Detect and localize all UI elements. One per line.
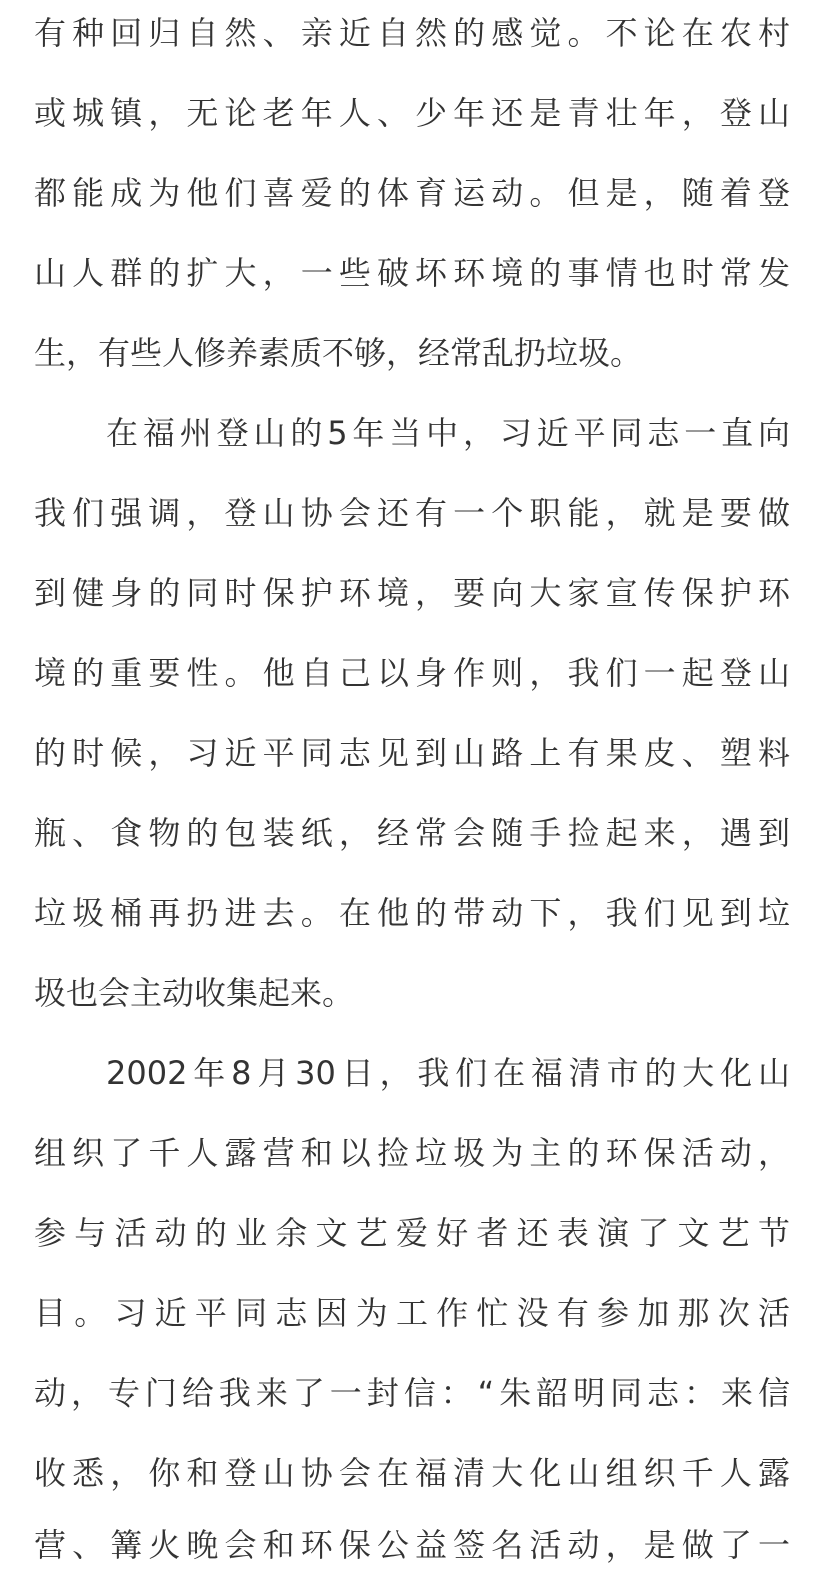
text-line: 山人群的扩大，一些破坏环境的事情也时常发: [34, 254, 790, 292]
text-line: 生，有些人修养素质不够，经常乱扔垃圾。: [34, 334, 643, 372]
text-line: 圾也会主动收集起来。: [34, 974, 355, 1012]
text-line: 我们强调，登山协会还有一个职能，就是要做: [34, 494, 790, 532]
text-line: 到健身的同时保护环境，要向大家宣传保护环: [34, 574, 790, 612]
text-line: 参与活动的业余文艺爱好者还表演了文艺节: [34, 1214, 790, 1252]
text-line: 境的重要性。他自己以身作则，我们一起登山: [34, 654, 790, 692]
text-line: 动，专门给我来了一封信：“朱韶明同志：来信: [34, 1374, 790, 1412]
text-line: 目。习近平同志因为工作忙没有参加那次活: [34, 1294, 790, 1332]
text-line: 都能成为他们喜爱的体育运动。但是，随着登: [34, 174, 790, 212]
text-line: 瓶、食物的包装纸，经常会随手捡起来，遇到: [34, 814, 790, 852]
paragraph-first-line: 2002年8月30日，我们在福清市的大化山: [106, 1054, 790, 1092]
text-line: 有种回归自然、亲近自然的感觉。不论在农村: [34, 14, 790, 52]
text-line: 垃圾桶再扔进去。在他的带动下，我们见到垃: [34, 894, 790, 932]
paragraph-first-line: 在福州登山的5年当中，习近平同志一直向: [106, 414, 790, 452]
text-line: 营、篝火晚会和环保公益签名活动，是做了一: [34, 1526, 790, 1564]
text-line: 组织了千人露营和以捡垃圾为主的环保活动，: [34, 1134, 790, 1172]
text-line: 或城镇，无论老年人、少年还是青壮年，登山: [34, 94, 790, 132]
text-line: 收悉，你和登山协会在福清大化山组织千人露: [34, 1454, 790, 1492]
text-line: 的时候，习近平同志见到山路上有果皮、塑料: [34, 734, 790, 772]
